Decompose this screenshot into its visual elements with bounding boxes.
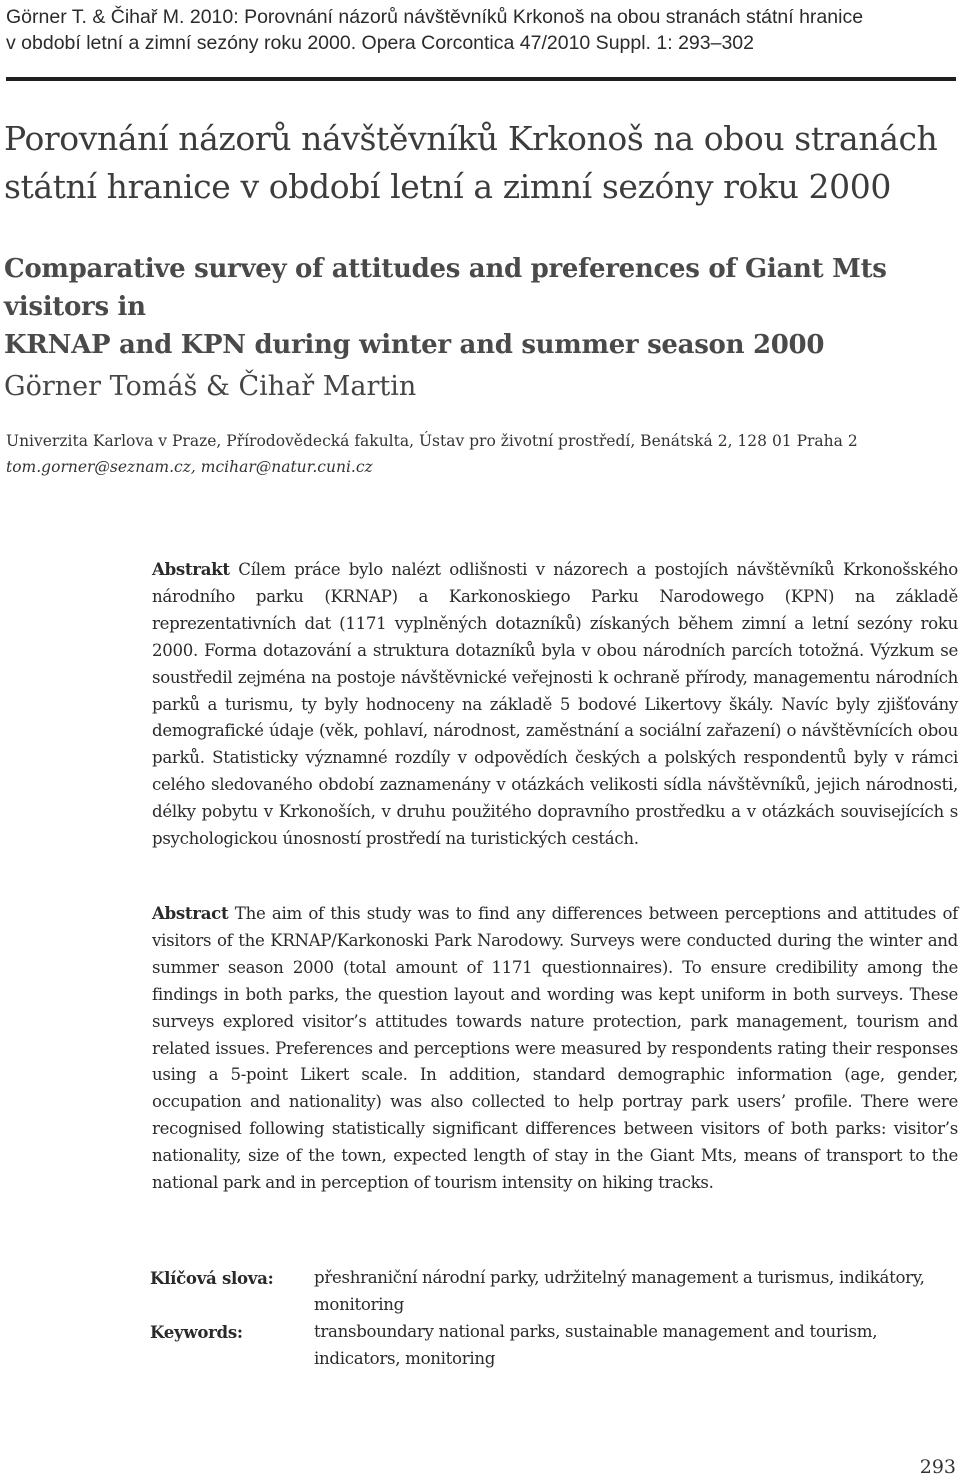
abstract-english — [152, 900, 958, 1197]
citation-line-2: v období letní a zimní sezóny roku 2000. Opera Corcontica 47/2010 Suppl. 1: 293–302 — [6, 32, 754, 54]
abstract-czech — [152, 556, 958, 853]
abstract-english-text: The aim of this study was to find any differences between perceptions and attitudes of visitors of the KRNAP/Karkonoski Park Narodowy. Surveys were conducted during the winter and summer season 2000 (total amount of 1171 questionnaires). To ensure credibility among the findings in both parks, the question layout and wording was kept uniform in both surveys. These surveys explored visitor’s attitudes towards nature protection, park management, tourism and related issues. Preferences and perceptions were measured by respondents rating their responses using a 5-point Likert scale. In addition, standard demographic information (age, gender, occupation and nationality) was also collected to help portray park users’ profile. There were recognised following statistically significant differences between visitors of both parks: visitor’s nationality, size of the town, expected length of stay in the Giant Mts, means of transport to the national park and in perception of tourism intensity on hiking tracks. — [152, 904, 958, 1193]
keywords-english-value: transboundary national parks, sustainable management and tourism, indicators, monitoring — [314, 1322, 878, 1368]
author-emails: tom.gorner@seznam.cz, mcihar@natur.cuni.cz — [6, 458, 373, 476]
abstract-czech-label: Abstrakt — [152, 559, 230, 579]
authors: Görner Tomáš & Čihař Martin — [4, 371, 417, 402]
keywords-czech-label: Klíčová slova: — [150, 1268, 274, 1288]
title-english-line-1: Comparative survey of attitudes and preferences of Giant Mts visitors in — [4, 254, 887, 322]
affiliation: Univerzita Karlova v Praze, Přírodovědecká fakulta, Ústav pro životní prostředí, Benátská 2, 128 01 Praha 2 — [6, 432, 858, 450]
keywords-czech-value: přeshraniční národní parky, udržitelný management a turismus, indikátory, monitoring — [314, 1268, 925, 1314]
affiliation-block — [6, 428, 956, 480]
title-czech-line-2: státní hranice v období letní a zimní sezóny roku 2000 — [4, 167, 891, 206]
citation-line-1: Görner T. & Čihař M. 2010: Porovnání názorů návštěvníků Krkonoš na obou stranách státní hranice — [6, 6, 864, 28]
abstract-czech-text: Cílem práce bylo nalézt odlišnosti v názorech a postojích návštěvníků Krkonošského národního parku (KRNAP) a Karkonoskiego Parku Narodowego (KPN) na základě reprezentativních dat (1171 vyplněných dotazníků) získaných během zimní a letní sezóny roku 2000. Forma dotazování a struktura dotazníků byla v obou národních parcích totožná. Výzkum se soustředil zejména na postoje návštěvnické veřejnosti k ochraně přírody, managementu národních parků a turismu, ty byly hodnoceny na základě 5 bodové Likertovy škály. Navíc byly zjišťovány demografické údaje (věk, pohlaví, národnost, zaměstnání a sociální zařazení) o návštěvnících obou parků. Statisticky významné rozdíly v odpovědích českých a polských respondentů byly v rámci celého sledovaného období zaznamenány v otázkách velikosti sídla návštěvníků, jejich národnosti, délky pobytu v Krkonoších, v druhu použitého dopravního prostředku a v otázkách souvisejících s psychologickou únosností prostředí na turistických cestách. — [152, 560, 959, 849]
title-english — [4, 250, 956, 364]
citation-header — [6, 4, 956, 56]
keywords-english-label: Keywords: — [150, 1322, 243, 1342]
title-czech — [4, 115, 956, 211]
page-number: 293 — [919, 1456, 956, 1478]
header-divider — [6, 77, 956, 81]
title-czech-line-1: Porovnání názorů návštěvníků Krkonoš na obou stranách — [4, 119, 938, 158]
title-english-line-2: KRNAP and KPN during winter and summer season 2000 — [4, 330, 825, 360]
abstract-english-label: Abstract — [152, 903, 229, 923]
